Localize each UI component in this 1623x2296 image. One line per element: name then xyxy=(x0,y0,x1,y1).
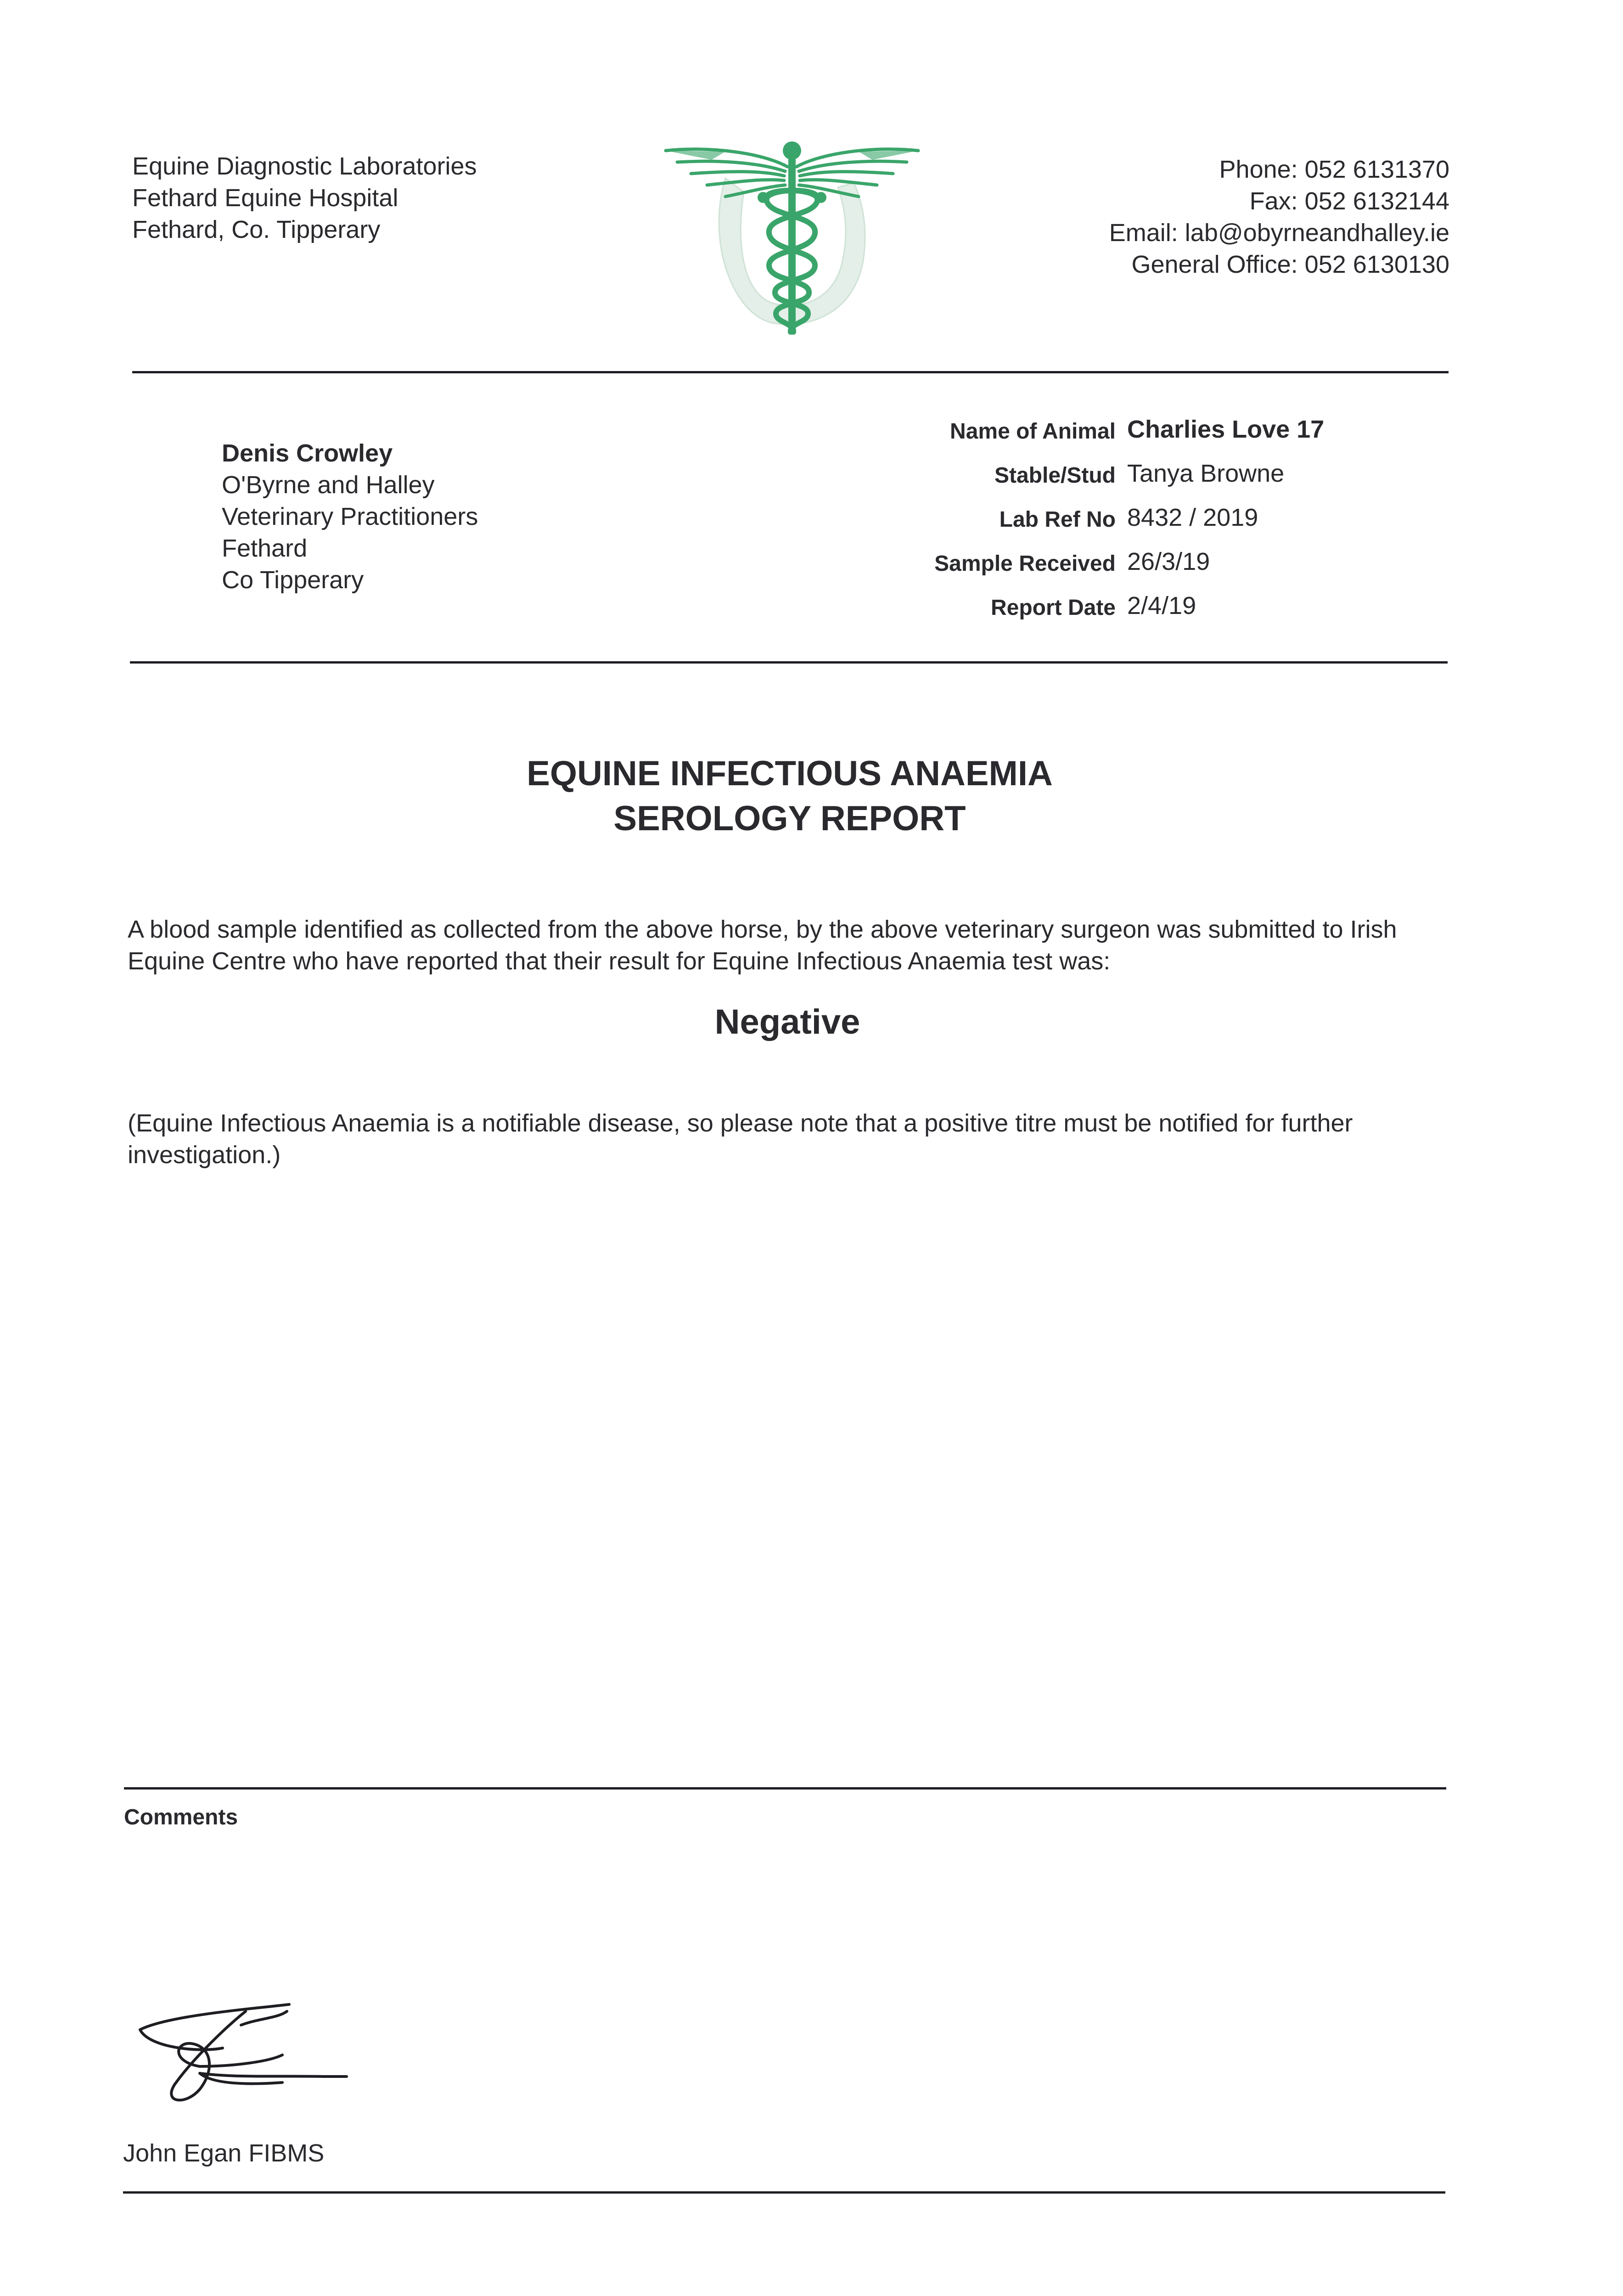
staff-orb-icon xyxy=(783,141,801,160)
detail-row-report-date xyxy=(826,590,1469,634)
detail-value: 2/4/19 xyxy=(1127,592,1196,619)
detail-label: Lab Ref No xyxy=(999,507,1116,532)
recipient-name: Denis Crowley xyxy=(222,439,393,467)
detail-label: Name of Animal xyxy=(950,419,1116,444)
detail-row-stable xyxy=(826,457,1469,501)
comments-label: Comments xyxy=(124,1805,238,1829)
report-title-line2: SEROLOGY REPORT xyxy=(613,799,966,838)
report-intro: A blood sample identified as collected from the above horse, by the above veterinary surgeon was submitted to Irish Equine Centre who have reported that their result for Equine Infectious Anaemia test was: xyxy=(128,916,1397,975)
report-title-line1: EQUINE INFECTIOUS ANAEMIA xyxy=(527,754,1053,793)
detail-value: 26/3/19 xyxy=(1127,548,1210,575)
detail-value: Tanya Browne xyxy=(1127,460,1285,487)
lab-name: Equine Diagnostic Laboratories xyxy=(132,152,477,180)
recipient-address-block xyxy=(222,438,478,596)
footer-divider xyxy=(123,2191,1445,2194)
lab-address: Fethard, Co. Tipperary xyxy=(132,216,381,243)
recipient-line: Fethard xyxy=(222,535,308,562)
report-title xyxy=(0,751,1579,841)
detail-value: Charlies Love 17 xyxy=(1127,416,1325,443)
recipient-line: Co Tipperary xyxy=(222,566,364,594)
lab-fax: Fax: 052 6132144 xyxy=(1249,187,1449,215)
comments-divider xyxy=(124,1787,1446,1790)
details-divider xyxy=(130,661,1448,664)
report-note: (Equine Infectious Anaemia is a notifiable disease, so please note that a positive titre must be notified for further investigation.) xyxy=(128,1109,1353,1169)
detail-row-lab-ref xyxy=(826,501,1469,546)
test-result: Negative xyxy=(714,1002,860,1041)
recipient-line: Veterinary Practitioners xyxy=(222,503,478,530)
lab-hospital: Fethard Equine Hospital xyxy=(132,184,399,212)
signature-image xyxy=(131,1993,351,2112)
detail-value: 8432 / 2019 xyxy=(1127,504,1258,531)
detail-label: Report Date xyxy=(990,596,1116,620)
lab-address-block xyxy=(132,151,477,246)
detail-label: Stable/Stud xyxy=(994,463,1116,488)
detail-row-animal xyxy=(826,413,1469,457)
detail-row-sample-received xyxy=(826,546,1469,590)
lab-general-office: General Office: 052 6130130 xyxy=(1131,251,1449,278)
recipient-line: O'Byrne and Halley xyxy=(222,471,435,499)
caduceus-horseshoe-logo xyxy=(657,118,927,343)
detail-label: Sample Received xyxy=(934,551,1116,576)
signer-name: John Egan FIBMS xyxy=(123,2139,325,2167)
lab-contact-block xyxy=(1109,154,1449,281)
header-divider xyxy=(132,371,1449,373)
lab-email: Email: lab@obyrneandhalley.ie xyxy=(1109,219,1449,247)
lab-phone: Phone: 052 6131370 xyxy=(1219,156,1449,183)
